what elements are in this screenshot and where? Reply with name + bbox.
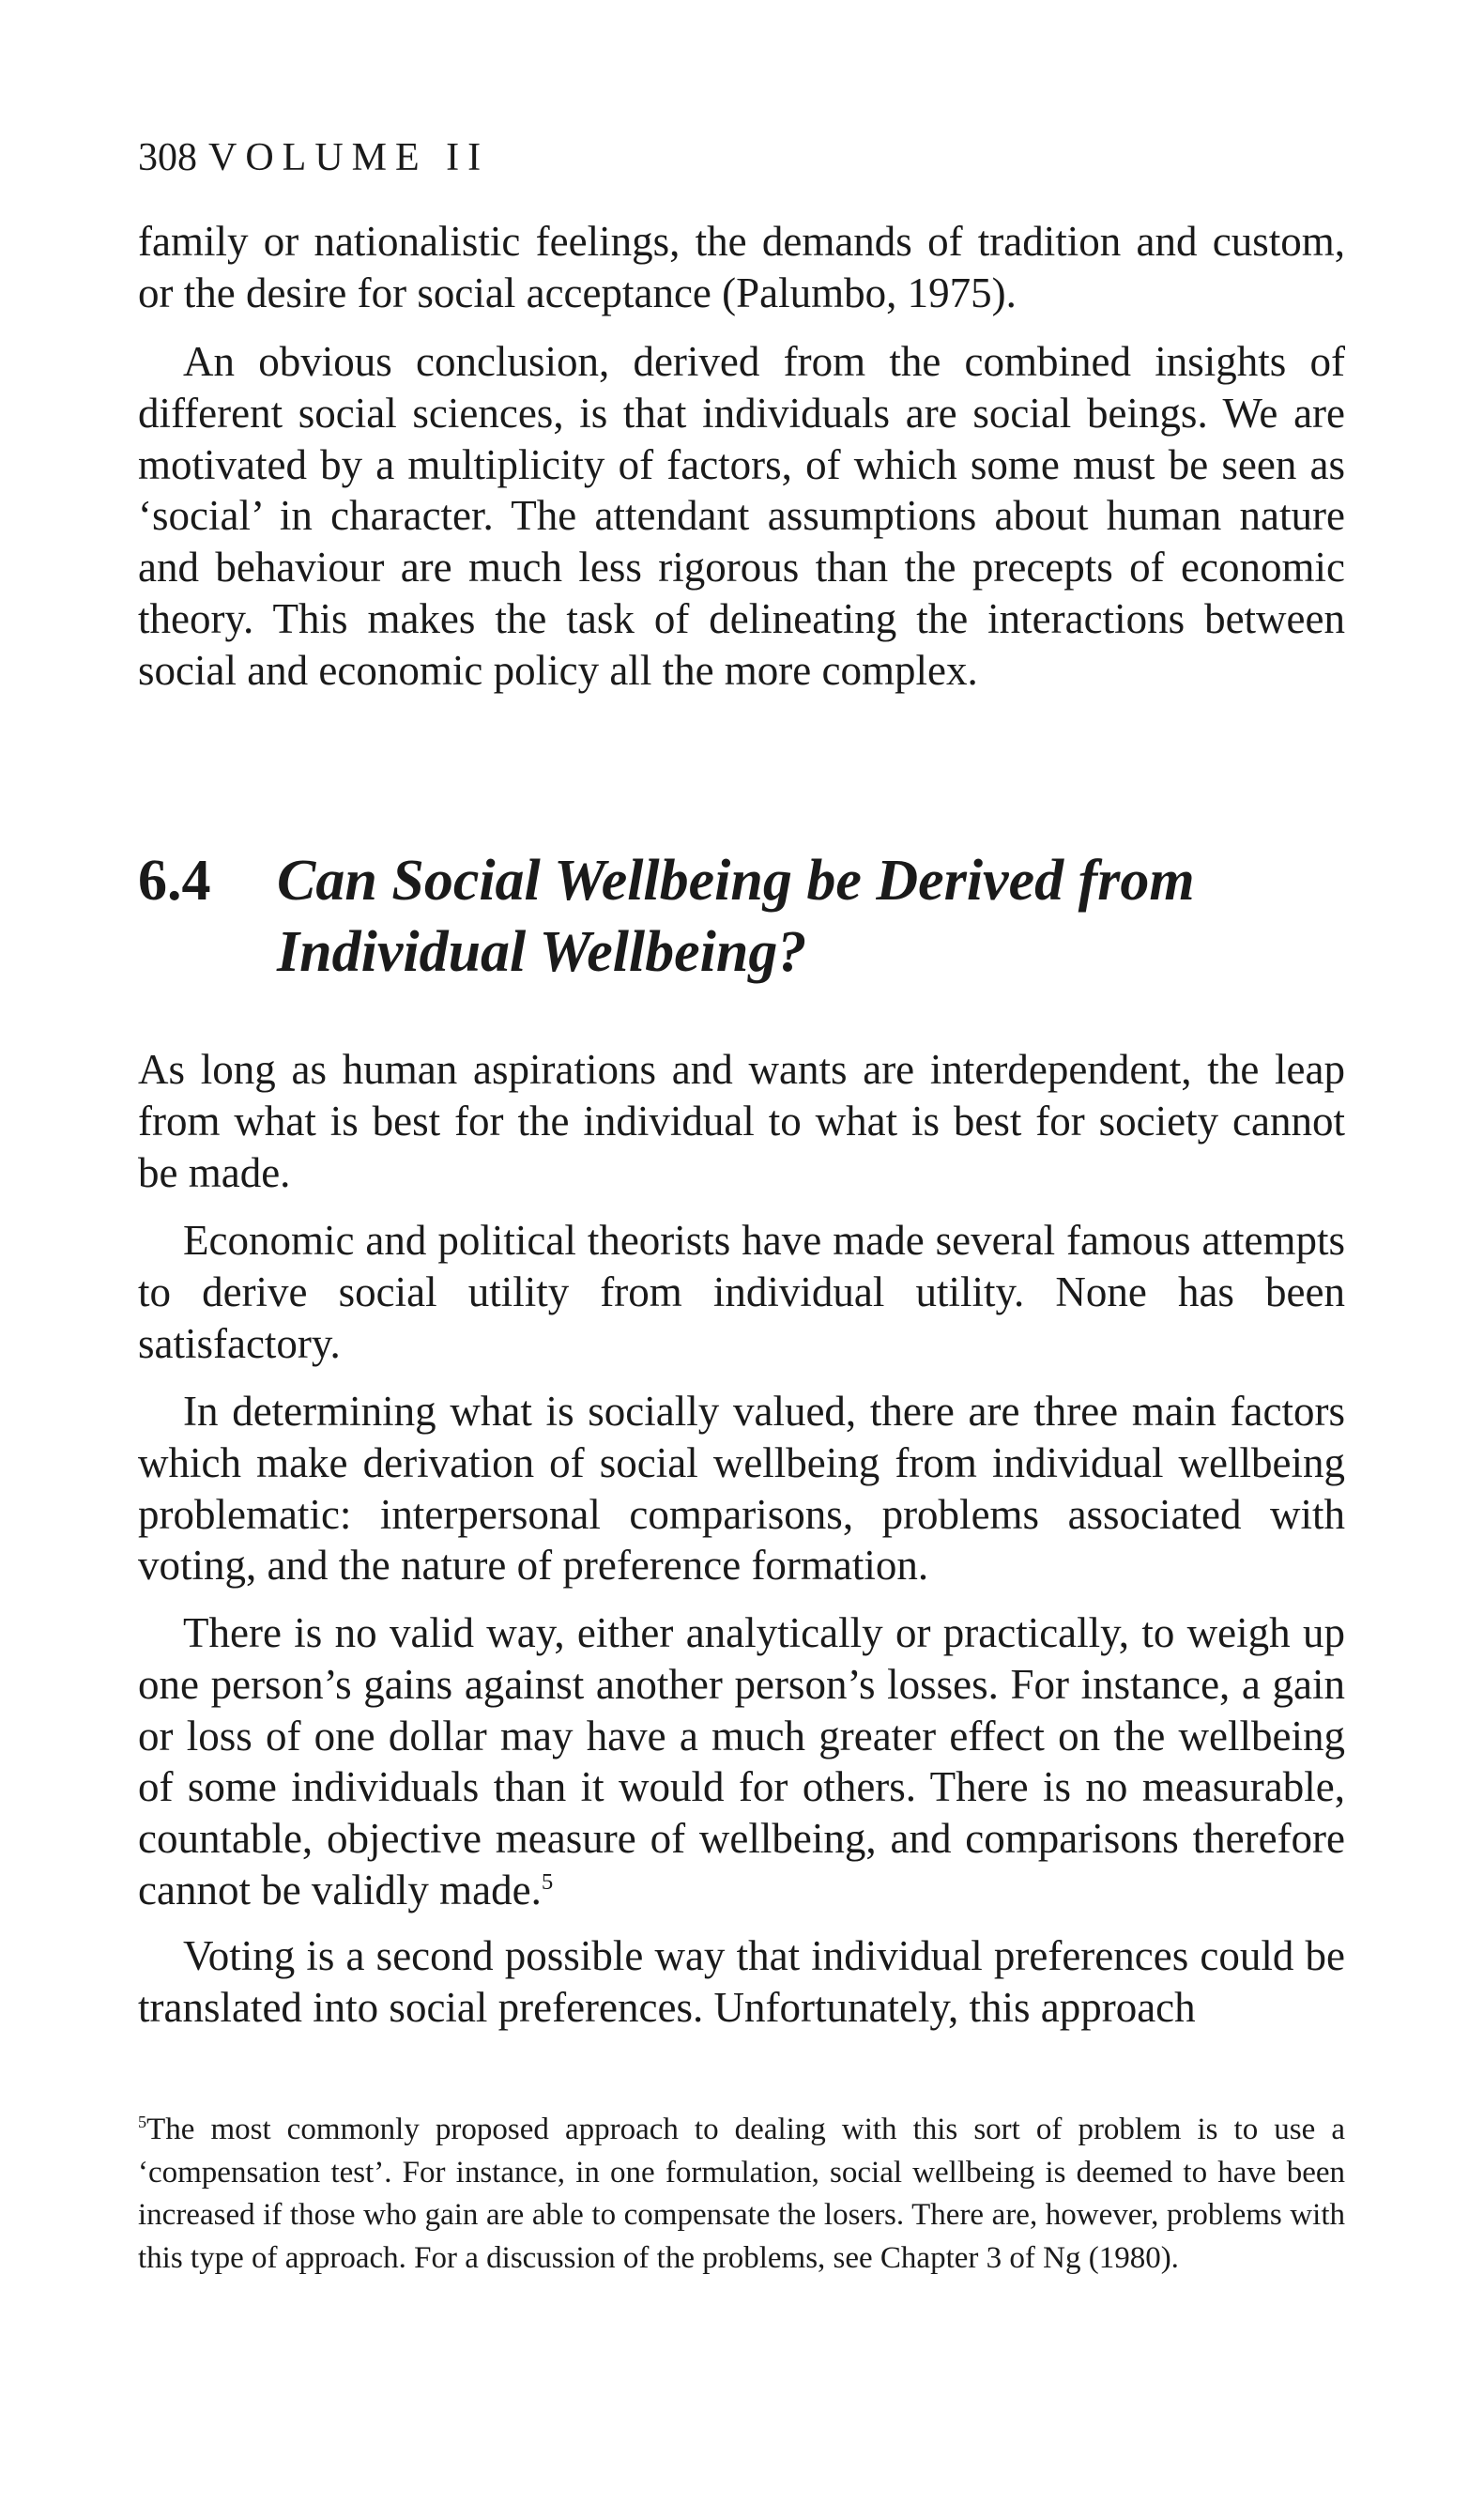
- paragraph-theorists: Economic and political theorists have made several famous attempts to derive social utility from individual utility. None has been satisfactory.: [138, 1217, 1345, 1367]
- paragraph-social-beings: An obvious conclusion, derived from the combined insights of different social sciences, is that individuals are social beings. We are motivated by a multiplicity of factors, of which some must be seen as ‘social’ in character. The attendant assumptions about human nature and behaviour are much less rigorous than the precepts of economic theory. This makes the task of delineating the interactions between social and economic policy all the more complex.: [138, 338, 1345, 694]
- section-title: Can Social Wellbeing be Derived from Individual Wellbeing?: [277, 849, 1195, 984]
- footnote-text: The most commonly proposed approach to dealing with this sort of problem is to use a ‘compensation test’. For instance, in one formulation, social wellbeing is deemed to have been increased if those who gain are able to compensate the losers. There are, however, problems with this type of approach. For a discussion of the problems, see Chapter 3 of Ng (1980).: [138, 2113, 1345, 2275]
- paragraph-aspirations: As long as human aspirations and wants are interdependent, the leap from what is best for the individual to what is best for society cannot be made.: [138, 1046, 1345, 1196]
- section-number: 6.4: [138, 849, 211, 913]
- running-header: [138, 131, 489, 184]
- paragraph-text: There is no valid way, either analytically or practically, to weigh up one person’s gains against another person’s losses. For instance, a gain or loss of one dollar may have a much greater effect on the wellbeing of some individuals than it would for others. There is no measurable, countable, objective measure of wellbeing, and comparisons therefore cannot be validly made.: [138, 1609, 1345, 1913]
- footnote-reference: 5: [541, 1868, 554, 1895]
- page-number: 308: [138, 136, 197, 179]
- paragraph-continuation: family or nationalistic feelings, the demands of tradition and custom, or the desire for social acceptance (Palumbo, 1975).: [138, 218, 1345, 316]
- footnote-marker: 5: [138, 2113, 147, 2131]
- paragraph-three-factors: In determining what is socially valued, there are three main factors which make derivation of social wellbeing from individual wellbeing problematic: interpersonal comparisons, problems associated with voting, and the nature of preference formation.: [138, 1388, 1345, 1590]
- paragraph-interpersonal-comparisons: [138, 1607, 1345, 1916]
- footnote: [138, 2109, 1345, 2280]
- volume-label: VOLUME II: [208, 136, 490, 179]
- paragraph-voting: Voting is a second possible way that individual preferences could be translated into social preferences. Unfortunately, this approach: [138, 1932, 1345, 2031]
